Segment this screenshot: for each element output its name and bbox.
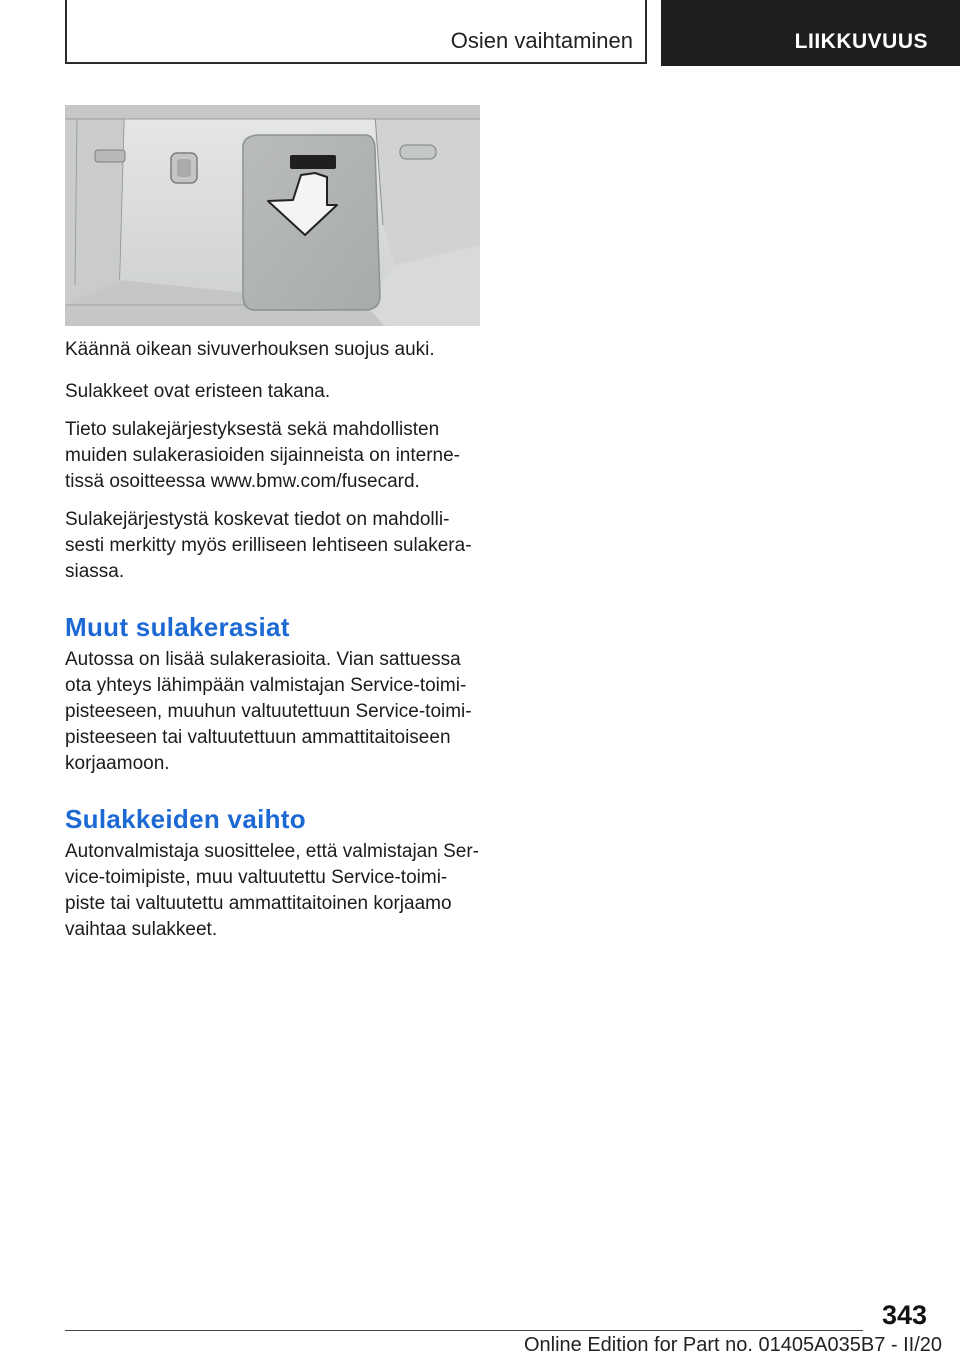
section-title-box — [65, 0, 647, 64]
paragraph: Tieto sulakejärjestyksestä sekä mahdollisten muiden sulakerasioiden sijainneista on interne‐ tissä osoitteessa www.bmw.com/fusecard. — [65, 419, 461, 492]
document-body — [65, 337, 490, 955]
section-title: Osien vaihtaminen — [450, 28, 633, 53]
paragraph: Sulakkeet ovat eristeen takana. — [65, 381, 331, 402]
edition-footer: Online Edition for Part no. 01405A035B7 - II/20 — [523, 1334, 942, 1356]
figure-caption: Käännä oikean sivuverhouksen suojus auki. — [65, 339, 435, 360]
trunk-panel-illustration — [65, 105, 480, 326]
section-text: Autossa on lisää sulakerasioita. Vian sattuessa ota yhteys lähimpään valmistajan Service-toimi‐ pisteeseen, muuhun valtuutettuun Service-toimi‐ pisteeseen tai valtuutettuun ammattitaitoiseen korjaamoon. — [65, 649, 472, 774]
page-header — [65, 0, 960, 66]
section-heading: Sulakkeiden vaihto — [65, 804, 306, 834]
chapter-title: LIIKKUVUUS — [794, 30, 928, 53]
section-heading: Muut sulakerasiat — [65, 612, 290, 642]
section-text: Autonvalmistaja suosittelee, että valmistajan Ser‐ vice-toimipiste, muu valtuutettu Service-toimi‐ piste tai valtuutettu ammattitaitoinen korjaamo vaihtaa sulakkeet. — [65, 841, 479, 940]
paragraph: Sulakejärjestystä koskevat tiedot on mahdolli‐ sesti merkitty myös erilliseen lehtiseen sulakera‐ siassa. — [65, 509, 472, 582]
trunk-side-panel-cover-illustration — [65, 105, 480, 326]
footer-divider — [65, 1330, 863, 1331]
chapter-tab — [661, 0, 960, 66]
page-number: 343 — [881, 1300, 927, 1330]
